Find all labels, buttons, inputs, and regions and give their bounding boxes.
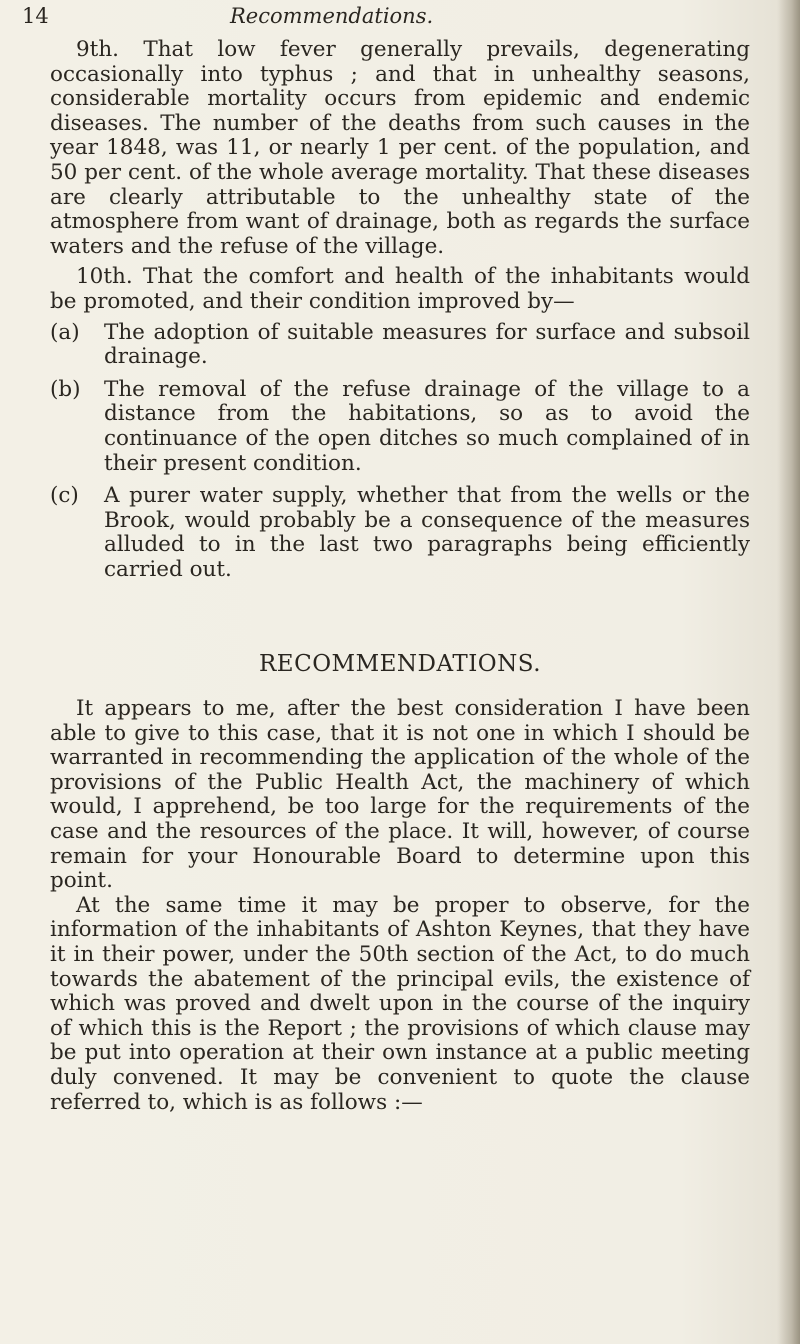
list-item-text: The removal of the refuse drainage of the village to a distance from the habitations, so as to avoid the continuance of the open ditches so much complained of in their present condition.: [104, 376, 750, 476]
paragraph-tenth: 10th. That the comfort and health of the inhabitants would be promoted, and their condition improved by—: [50, 264, 750, 314]
page-gutter-shadow: [778, 0, 800, 1344]
page-body: [50, 38, 750, 1115]
section-heading: RECOMMENDATIONS.: [258, 651, 542, 678]
list-item: [50, 321, 750, 370]
list-item-text: A purer water supply, whether that from the wells or the Brook, would probably be a consequence of the measures alluded to in the last two paragraphs being efficiently carried out.: [104, 483, 750, 582]
list-item-label: (b): [50, 376, 81, 402]
page-number: 14: [22, 4, 49, 28]
list-item-label: (a): [50, 319, 80, 345]
list-item: [50, 378, 750, 476]
page-header: [0, 2, 800, 30]
recommendations-paragraph-1: It appears to me, after the best consideration I have been able to give to this case, that it is not one in which I should be warranted in recommending the application of the whole of the provisions of the Public Health Act, the machinery of which would, I apprehend, be too large for the requirements of the case and the resources of the place. It will, however, of course remain for your Honourable Board to determine upon this point.: [50, 696, 750, 894]
recommendations-paragraph-2: At the same time it may be proper to observe, for the information of the inhabitants of Ashton Keynes, that they have it in their power, under the 50th section of the Act, to do much towards the abatement of the principal evils, the existence of which was proved and dwelt upon in the course of the inquiry of which this is the Report ; the provisions of which clause may be put into operation at their own instance at a public meeting duly convened. It may be convenient to quote the clause referred to, which is as follows :—: [50, 892, 750, 1115]
list-item: [50, 484, 750, 582]
running-title: Recommendations.: [230, 4, 434, 28]
list-item-label: (c): [50, 483, 79, 509]
list-item-text: The adoption of suitable measures for surface and subsoil drainage.: [104, 319, 750, 370]
paragraph-ninth: 9th. That low fever generally prevails, degenerating occasionally into typhus ; and that in unhealthy seasons, considerable mortality occurs from epidemic and endemic diseases. The number of the deaths from such causes in the year 1848, was 11, or nearly 1 per cent. of the population, and 50 per cent. of the whole average mortality. That these diseases are clearly attributable to the unhealthy state of the atmosphere from want of drainage, both as regards the surface waters and the refuse of the village.: [50, 37, 750, 259]
